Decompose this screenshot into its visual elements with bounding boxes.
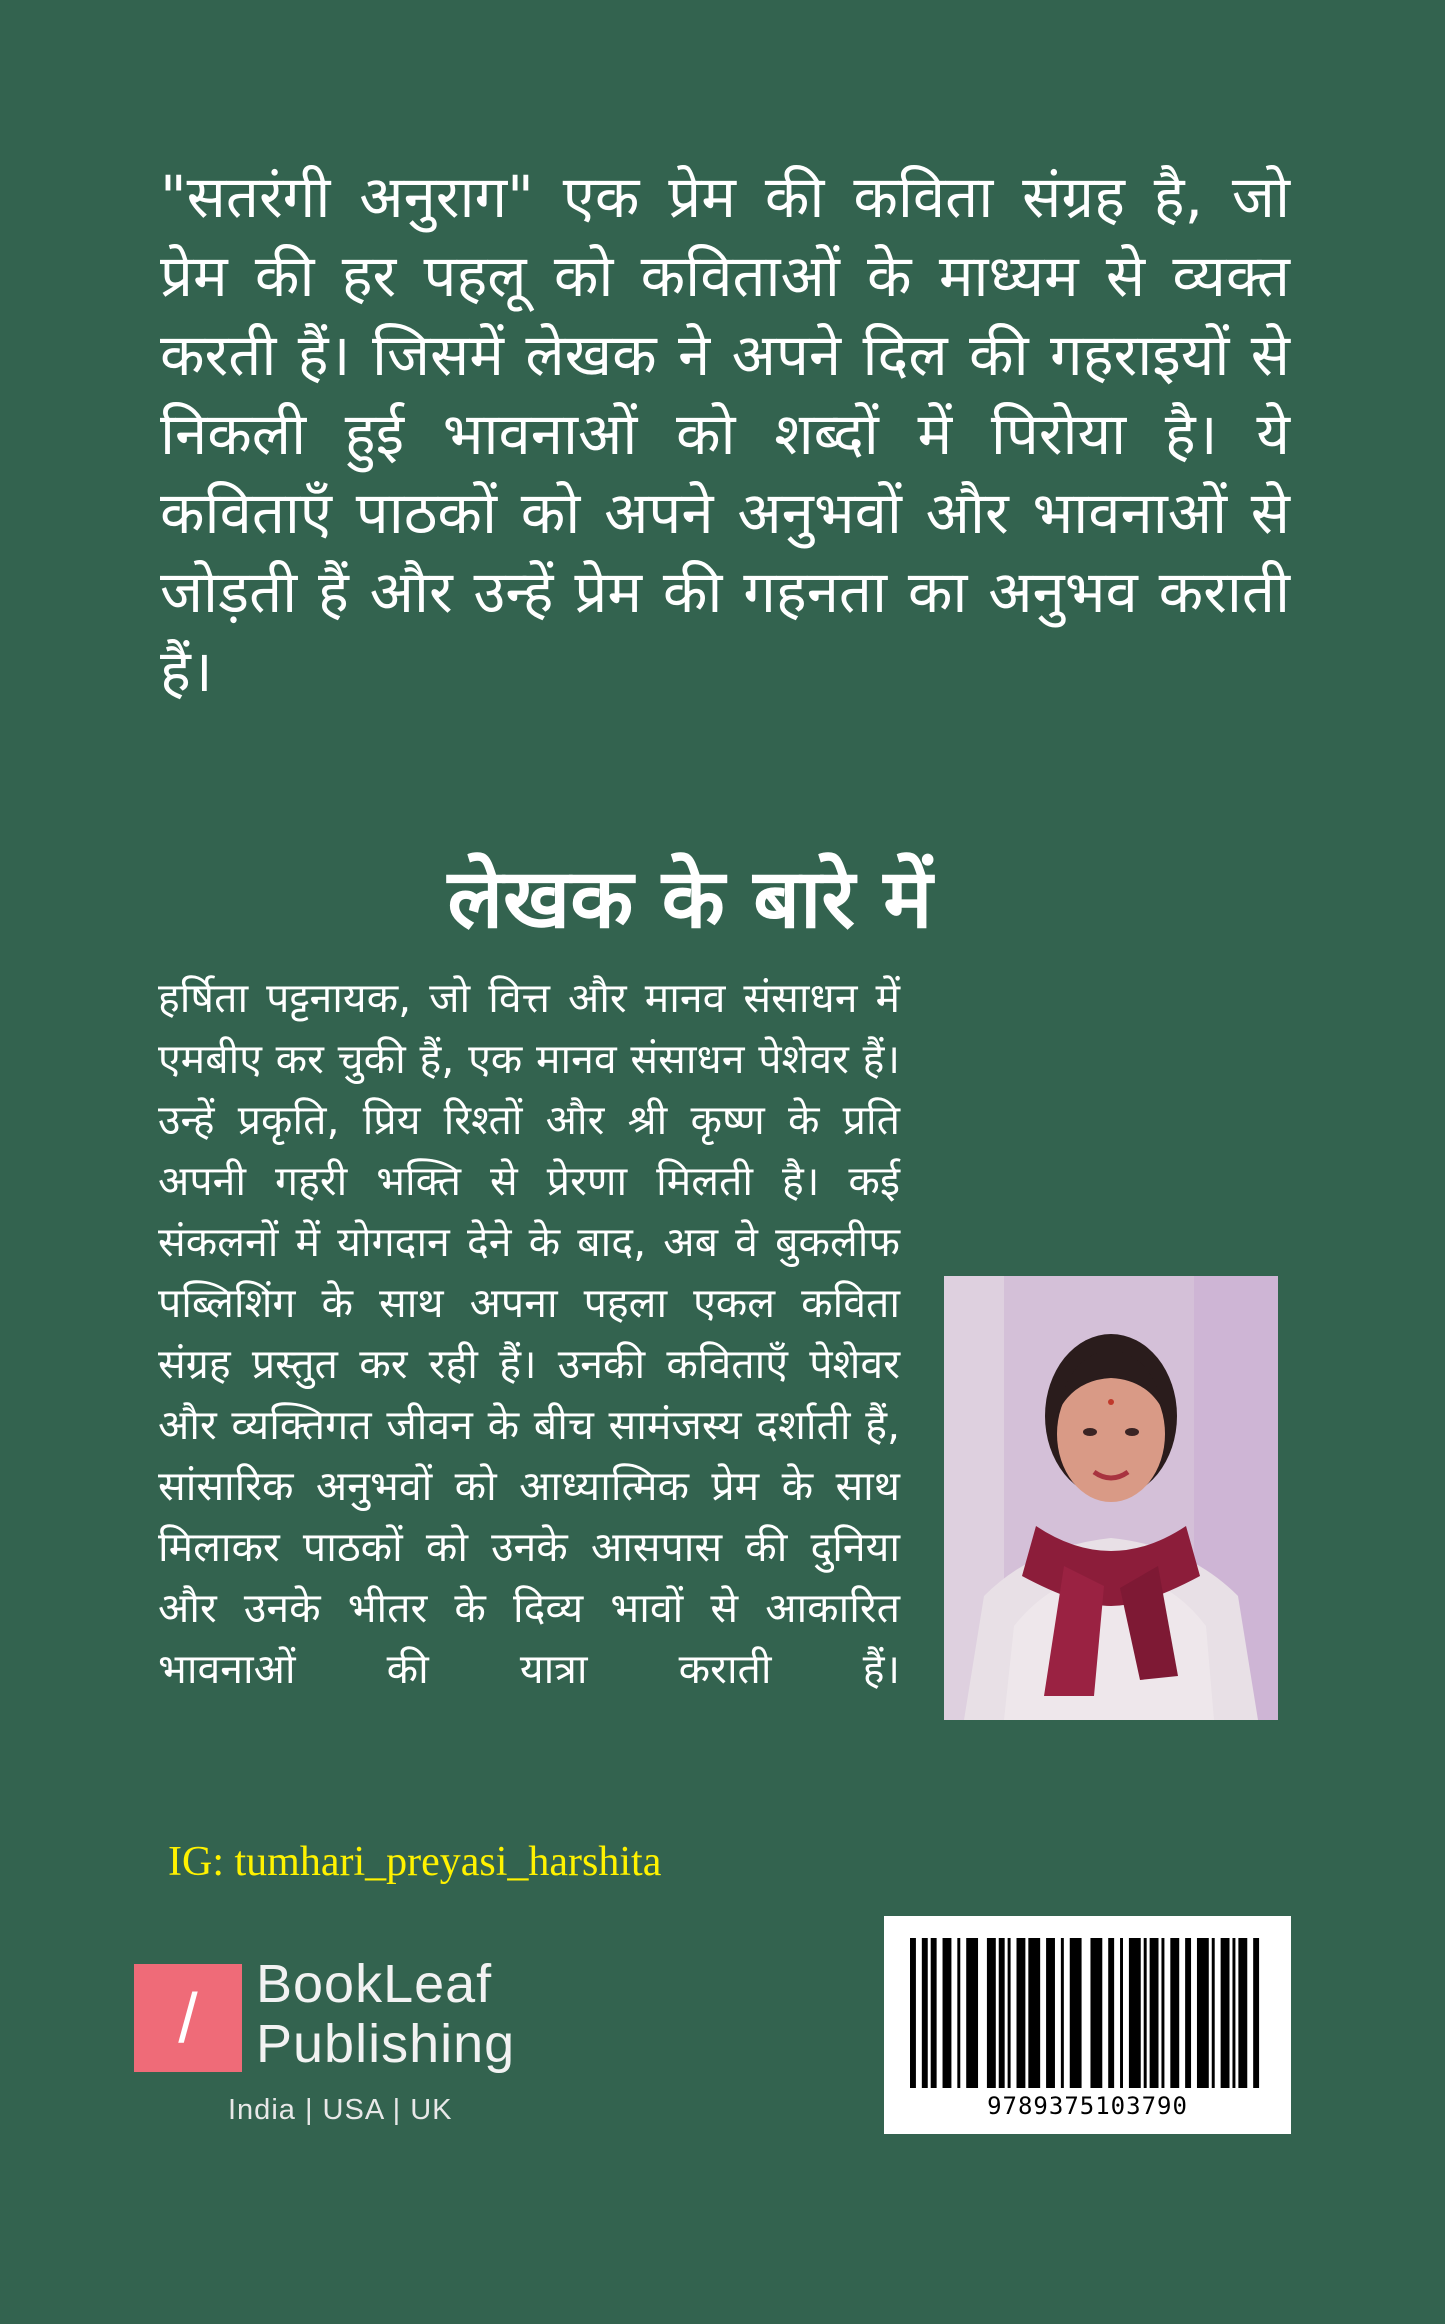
barcode-bar: [922, 1938, 928, 2088]
about-author-heading: लेखक के बारे में: [447, 852, 933, 947]
barcode-bar: [957, 1938, 960, 2088]
barcode-bar: [966, 1938, 978, 2088]
barcode-bar: [1238, 1938, 1247, 2088]
author-bio: हर्षिता पट्टनायक, जो वित्त और मानव संसाधन में एमबीए कर चुकी हैं, एक मानव संसाधन पेशेवर हैं। उन्हें प्रकृति, प्रिय रिश्तों और श्री कृष्ण के प्रति अपनी गहरी भक्ति से प्रेरणा मिलती है। कई संकलनों में योगदान देने के बाद, अब वे बुकलीफ पब्लिशिंग के साथ अपना पहला एकल कविता संग्रह प्रस्तुत कर रही हैं। उनकी कविताएँ पेशेवर और व्यक्तिगत जीवन के बीच सामंजस्य दर्शाती हैं, सांसारिक अनुभवों को आध्यात्मिक प्रेम के साथ मिलाकर पाठकों को उनके आसपास की दुनिया और उनके भीतर के दिव्य भावों से आकारित भावनाओं की यात्रा कराती हैं।: [158, 974, 900, 1693]
barcode-bar: [1185, 1938, 1191, 2088]
publisher-logo: [134, 1954, 554, 2126]
barcode-bar: [1221, 1938, 1230, 2088]
publisher-regions: India | USA | UK: [228, 2094, 453, 2126]
barcode-bar: [1170, 1938, 1179, 2088]
barcode-bar: [1046, 1938, 1055, 2088]
barcode-bar: [1232, 1938, 1235, 2088]
barcode-bar: [1212, 1938, 1215, 2088]
barcode-bar: [1150, 1938, 1159, 2088]
isbn-barcode: [884, 1916, 1291, 2134]
barcode-bar: [1197, 1938, 1209, 2088]
publisher-name-line2: Publishing: [256, 2014, 516, 2074]
barcode-bar: [1120, 1938, 1123, 2088]
barcode-bar: [1028, 1938, 1040, 2088]
barcode-bar: [1253, 1938, 1259, 2088]
publisher-name-line1: BookLeaf: [256, 1954, 493, 2014]
barcode-bar: [1090, 1938, 1102, 2088]
barcode-bar: [1161, 1938, 1164, 2088]
barcode-bar: [1008, 1938, 1011, 2088]
publisher-logo-mark: /: [134, 1964, 242, 2072]
book-description: "सतरंगी अनुराग" एक प्रेम की कविता संग्रह है, जो प्रेम की हर पहलू को कविताओं के माध्यम से व्यक्त करती हैं। जिसमें लेखक ने अपने दिल की गहराइयों से निकली हुई भावनाओं को शब्दों में पिरोया है। ये कविताएँ पाठकों को अपने अनुभवों और भावनाओं से जोड़ती हैं और उन्हें प्रेम की गहनता का अनुभव कराती हैं।: [160, 163, 1290, 705]
barcode-bar: [910, 1938, 916, 2088]
barcode-bar: [1070, 1938, 1082, 2088]
isbn-number: 9789375103790: [987, 2092, 1188, 2120]
barcode-bar: [987, 1938, 996, 2088]
barcode-bar: [931, 1938, 937, 2088]
barcode-bar: [999, 1938, 1005, 2088]
barcode-bar: [1108, 1938, 1114, 2088]
barcode-bars: [910, 1938, 1265, 2088]
barcode-bar: [1129, 1938, 1141, 2088]
author-photo: [944, 1276, 1278, 1720]
instagram-handle: IG: tumhari_preyasi_harshita: [168, 1839, 662, 1885]
barcode-bar: [1144, 1938, 1147, 2088]
barcode-bar: [943, 1938, 952, 2088]
barcode-bar: [1061, 1938, 1064, 2088]
publisher-name: [256, 1954, 515, 2074]
barcode-bar: [1017, 1938, 1026, 2088]
